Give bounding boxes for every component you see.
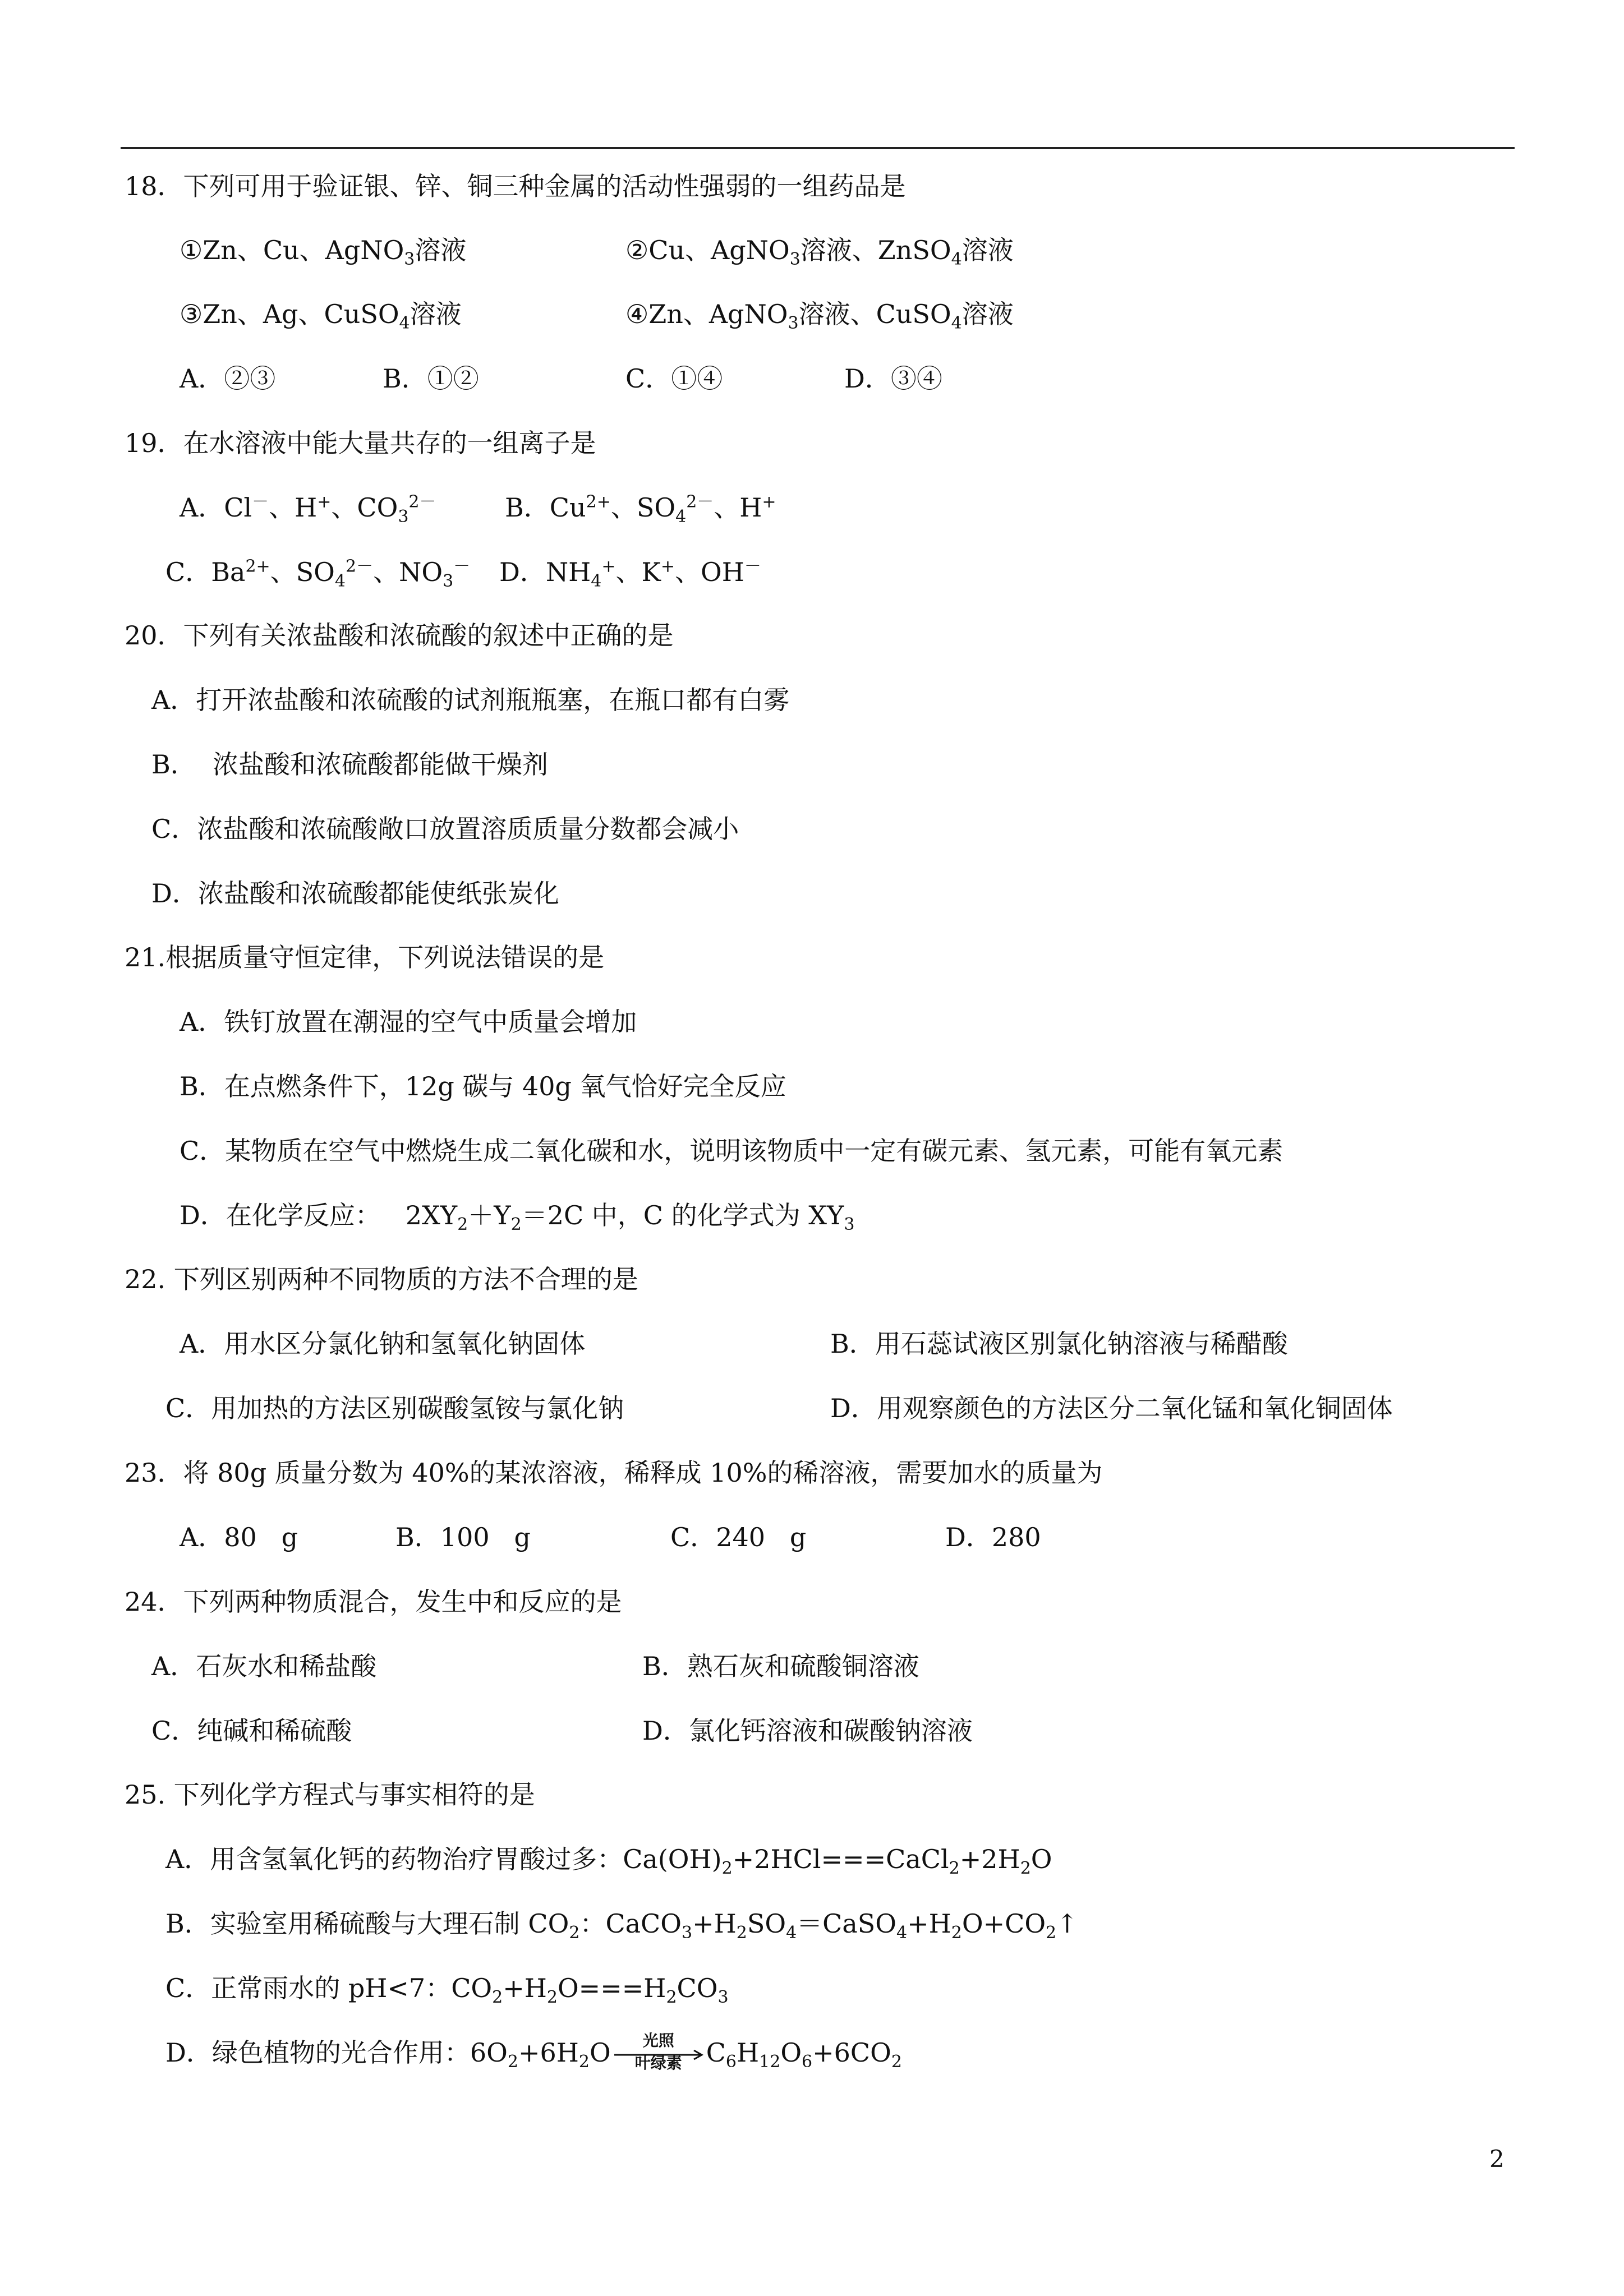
q18-option-3: ③Zn、Ag、CuSO$_4$溶液 xyxy=(180,299,462,334)
q24-stem: 24．下列两种物质混合，发生中和反应的是 xyxy=(125,1587,622,1617)
q20-stem: 20．下列有关浓盐酸和浓硫酸的叙述中正确的是 xyxy=(125,620,674,651)
q23-choice-c: C．240 g xyxy=(670,1522,807,1552)
q23-choice-d: D．280 xyxy=(945,1522,1041,1552)
q22-choice-a: A．用水区分氯化钠和氢氧化钠固体 xyxy=(180,1329,586,1359)
q20-choice-c: C．浓盐酸和浓硫酸敞口放置溶质质量分数都会减小 xyxy=(151,814,739,844)
q19-choice-b: B．$Cu^{2+}$、$SO_4^{2-}$、H+ xyxy=(505,492,776,527)
q19-choice-c: C．$Ba^{2+}$、$SO_4^{2-}$、$NO_3^-$ xyxy=(165,556,471,592)
q21-choice-d: D．在化学反应： $2XY_2+Y_2=2C$ 中，C 的化学式为 $XY_3$ xyxy=(180,1200,855,1235)
q21-choice-b: B．在点燃条件下，12g 碳与 40g 氧气恰好完全反应 xyxy=(180,1071,786,1101)
q20-choice-b: B． 浓盐酸和浓硫酸都能做干燥剂 xyxy=(151,749,549,780)
q21-choice-c: C．某物质在空气中燃烧生成二氧化碳和水，说明该物质中一定有碳元素、氢元素，可能有氧元素 xyxy=(180,1136,1283,1166)
header-rule xyxy=(121,147,1515,149)
arrow-condition-bottom: 叶绿素 xyxy=(634,2054,682,2072)
reaction-arrow xyxy=(611,2031,706,2072)
q22-choice-d: D．用观察颜色的方法区分二氧化锰和氧化铜固体 xyxy=(830,1393,1393,1423)
q20-choice-d: D．浓盐酸和浓硫酸都能使纸张炭化 xyxy=(151,878,559,909)
q25-choice-a: A．用含氢氧化钙的药物治疗胃酸过多：$Ca(OH)_2+2HCl===CaCl_2+2H_2O$ xyxy=(165,1844,1052,1879)
q24-choice-a: A．石灰水和稀盐酸 xyxy=(151,1651,377,1681)
q25-choice-d: D．绿色植物的光合作用：$6O_2+6H_2O$ 光照 叶绿素 $C_6H_{12}O_6+6CO_2$ xyxy=(165,2031,902,2072)
q18-choice-a: A．②③ xyxy=(180,363,276,394)
q18-option-4: ④Zn、AgNO$_3$溶液、CuSO$_4$溶液 xyxy=(625,299,1014,334)
q24-choice-b: B．熟石灰和硫酸铜溶液 xyxy=(642,1651,919,1681)
q24-choice-d: D．氯化钙溶液和碳酸钠溶液 xyxy=(642,1716,973,1746)
q18-choice-c: C．①④ xyxy=(625,363,723,394)
q18-choice-d: D．③④ xyxy=(844,363,942,394)
q22-choice-b: B．用石蕊试液区别氯化钠溶液与稀醋酸 xyxy=(830,1329,1288,1359)
q25-choice-c: C．正常雨水的 pH<7：$CO_2+H_2O===H_2CO_3$ xyxy=(165,1973,729,2008)
q21-choice-a: A．铁钉放置在潮湿的空气中质量会增加 xyxy=(180,1007,637,1037)
page-number: 2 xyxy=(1489,2145,1505,2173)
q24-choice-c: C．纯碱和稀硫酸 xyxy=(151,1716,352,1746)
q22-stem: 22. 下列区别两种不同物质的方法不合理的是 xyxy=(125,1264,638,1294)
q25-stem: 25. 下列化学方程式与事实相符的是 xyxy=(125,1779,535,1810)
q18-option-1: ①Zn、Cu、AgNO$_3$溶液 xyxy=(180,235,467,270)
q18-stem: 18．下列可用于验证银、锌、铜三种金属的活动性强弱的一组药品是 xyxy=(125,171,906,201)
q18-option-2: ②Cu、AgNO$_3$溶液、ZnSO$_4$溶液 xyxy=(625,235,1014,270)
q22-choice-c: C．用加热的方法区别碳酸氢铵与氯化钠 xyxy=(165,1393,624,1423)
arrow-condition-top: 光照 xyxy=(642,2031,674,2050)
q19-choice-d: D．$NH_4^+$、K+、OH－ xyxy=(499,556,761,592)
q21-stem: 21.根据质量守恒定律，下列说法错误的是 xyxy=(125,942,605,972)
q25-choice-b: B．实验室用稀硫酸与大理石制 $CO_2$：$CaCO_3+H_2SO_4=CaSO_4+H_2O+CO_2↑$ xyxy=(165,1908,1078,1943)
q20-choice-a: A．打开浓盐酸和浓硫酸的试剂瓶瓶塞，在瓶口都有白雾 xyxy=(151,685,790,715)
q19-stem: 19．在水溶液中能大量共存的一组离子是 xyxy=(125,428,596,458)
q23-choice-b: B．100 g xyxy=(395,1522,531,1552)
q19-choice-a: A．Cl－、H+、$CO_3^{2-}$ xyxy=(180,492,436,527)
q23-choice-a: A．80 g xyxy=(180,1522,298,1552)
q23-stem: 23．将 80g 质量分数为 40%的某浓溶液，稀释成 10%的稀溶液，需要加水的质量为 xyxy=(125,1458,1103,1488)
q18-choice-b: B．①② xyxy=(383,363,479,394)
